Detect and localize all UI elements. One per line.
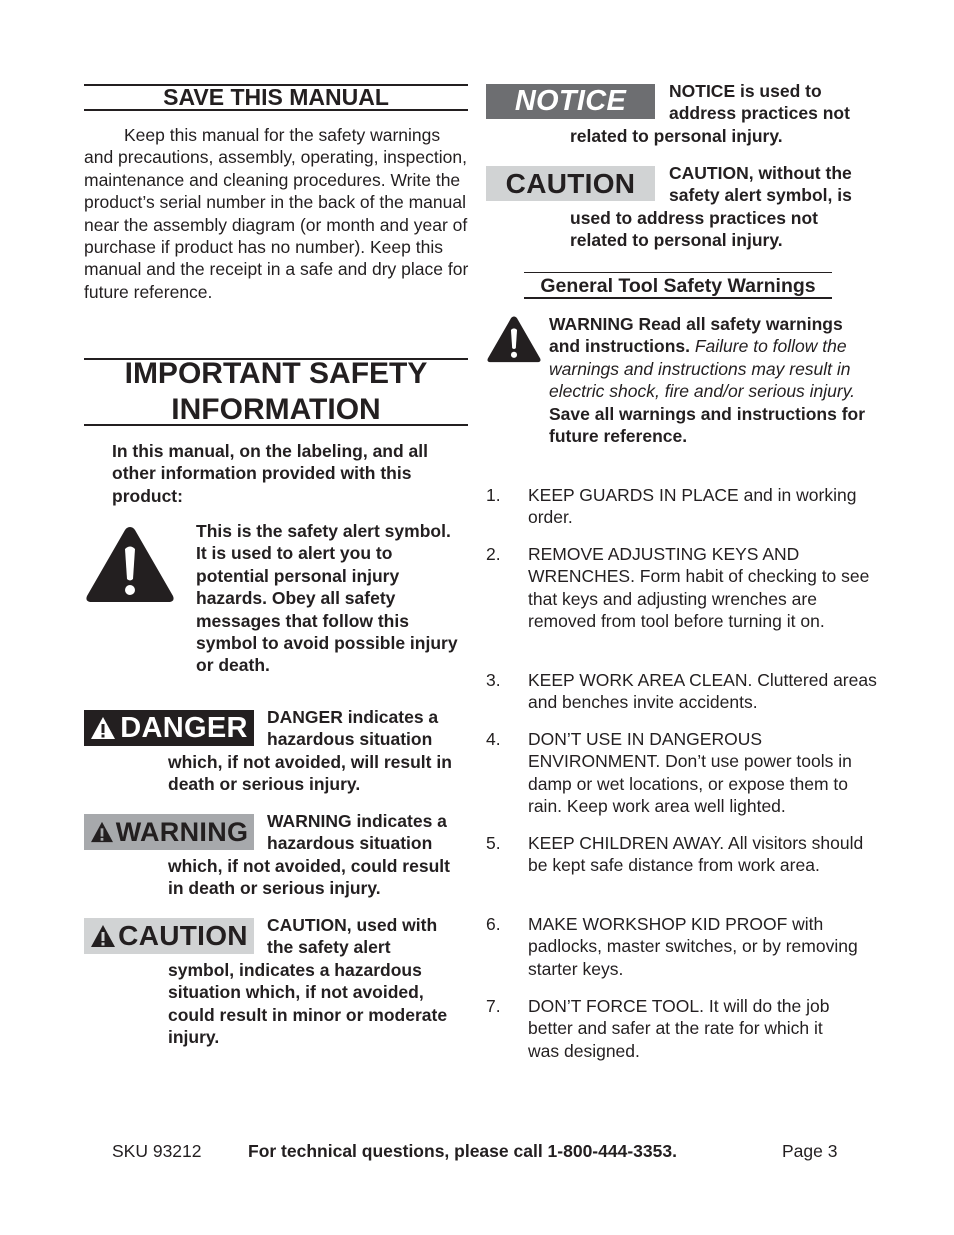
rule (84, 424, 468, 426)
list-text: MAKE WORKSHOP KID PROOF with padlocks, master switches, or by removing starter keys. (528, 914, 858, 979)
warning-alert-icon (90, 821, 114, 843)
warning-alert-icon (486, 313, 542, 365)
save-manual-heading: SAVE THIS MANUAL (163, 84, 389, 110)
list-number: 6. (486, 914, 501, 934)
important-safety-heading (84, 356, 468, 428)
danger-alert-icon (90, 716, 116, 740)
warning-head: WARNING indicates a hazardous situation (267, 811, 447, 854)
danger-badge (84, 710, 254, 746)
heading-line-1: IMPORTANT SAFETY (124, 357, 428, 390)
safety-alert-description: This is the safety alert symbol. It is used to alert you to potential personal injury hazards. Obey all safety messages that follow this symbol to avoid possible injury or death. (196, 521, 458, 676)
general-warning-italic: Failure to follow the warnings and instructions may result in electric shock, fire and/or serious injury. (549, 336, 856, 402)
intro-text: In this manual, on the labeling, and all other information provided with this product: (112, 441, 429, 506)
caution-head: CAUTION, used with the safety alert (267, 915, 438, 958)
heading-line-2: INFORMATION (171, 393, 381, 426)
safety-alert-icon (84, 523, 176, 605)
notice-head: NOTICE is used to address practices not (669, 81, 850, 124)
warning-tail: which, if not avoided, could result in death or serious injury. (168, 856, 450, 899)
sku-number: SKU 93212 (112, 1141, 202, 1161)
list-text: DON’T USE IN DANGEROUS ENVIRONMENT. Don’t use power tools in damp or wet locations, or expose them to rain. Keep work area well lighted. (528, 729, 852, 817)
list-text: DON’T FORCE TOOL. It will do the job better and safer at the rate for which it was designed. (528, 996, 830, 1061)
danger-label: DANGER (120, 711, 248, 744)
save-instructions-text: Save all warnings and instructions for future reference. (549, 403, 866, 447)
notice-label: NOTICE (514, 85, 627, 117)
list-text: KEEP CHILDREN AWAY. All visitors should be kept safe distance from work area. (528, 833, 864, 876)
tech-support-line: For technical questions, please call 1-800-444-3353. (248, 1141, 677, 1161)
general-tool-safety-heading: General Tool Safety Warnings (540, 275, 816, 297)
general-warning-bold: WARNING Read all safety warnings and instructions. (549, 314, 843, 357)
list-number: 3. (486, 670, 501, 690)
general-warning-block (549, 313, 874, 447)
list-text: REMOVE ADJUSTING KEYS AND WRENCHES. Form habit of checking to see that keys and adjusting wrenches are removed from tool before turning it on. (528, 544, 870, 632)
list-number: 7. (486, 996, 501, 1016)
rule (524, 297, 832, 299)
list-number: 2. (486, 544, 501, 564)
caution-tail: symbol, indicates a hazardous situation which, if not avoided, could result in minor or moderate injury. (168, 960, 448, 1048)
list-number: 4. (486, 729, 501, 749)
list-number: 1. (486, 485, 501, 505)
save-manual-paragraph (84, 124, 474, 303)
caution-label: CAUTION (118, 920, 248, 951)
notice-badge (486, 84, 655, 119)
danger-head: DANGER indicates a hazardous situation (267, 707, 439, 750)
caution-no-symbol-head: CAUTION, without the safety alert symbol, is (669, 163, 852, 206)
rule (84, 109, 468, 111)
list-text: KEEP WORK AREA CLEAN. Cluttered areas and benches invite accidents. (528, 670, 877, 713)
save-manual-text: Keep this manual for the safety warnings and precautions, assembly, operating, inspection, maintenance and cleaning procedures. Write the product’s serial number in the back of the manual near the assembly diagram (or month and year of purchase if product has no number). Keep this manual and the receipt in a safe and dry place for future reference. (84, 125, 469, 302)
list-number: 5. (486, 833, 501, 853)
rule (524, 272, 832, 273)
notice-tail: related to personal injury. (570, 126, 783, 146)
warning-badge (84, 814, 254, 850)
caution-no-symbol-label: CAUTION (505, 167, 636, 199)
caution-no-symbol-tail: used to address practices not related to personal injury. (570, 208, 818, 251)
caution-alert-icon (90, 924, 116, 948)
page-number: Page 3 (782, 1141, 838, 1161)
caution-badge (84, 918, 254, 954)
danger-tail: which, if not avoided, will result in death or serious injury. (168, 752, 452, 795)
warning-label: WARNING (115, 816, 249, 847)
caution-no-symbol-badge (486, 166, 655, 201)
list-text: KEEP GUARDS IN PLACE and in working order. (528, 485, 857, 528)
